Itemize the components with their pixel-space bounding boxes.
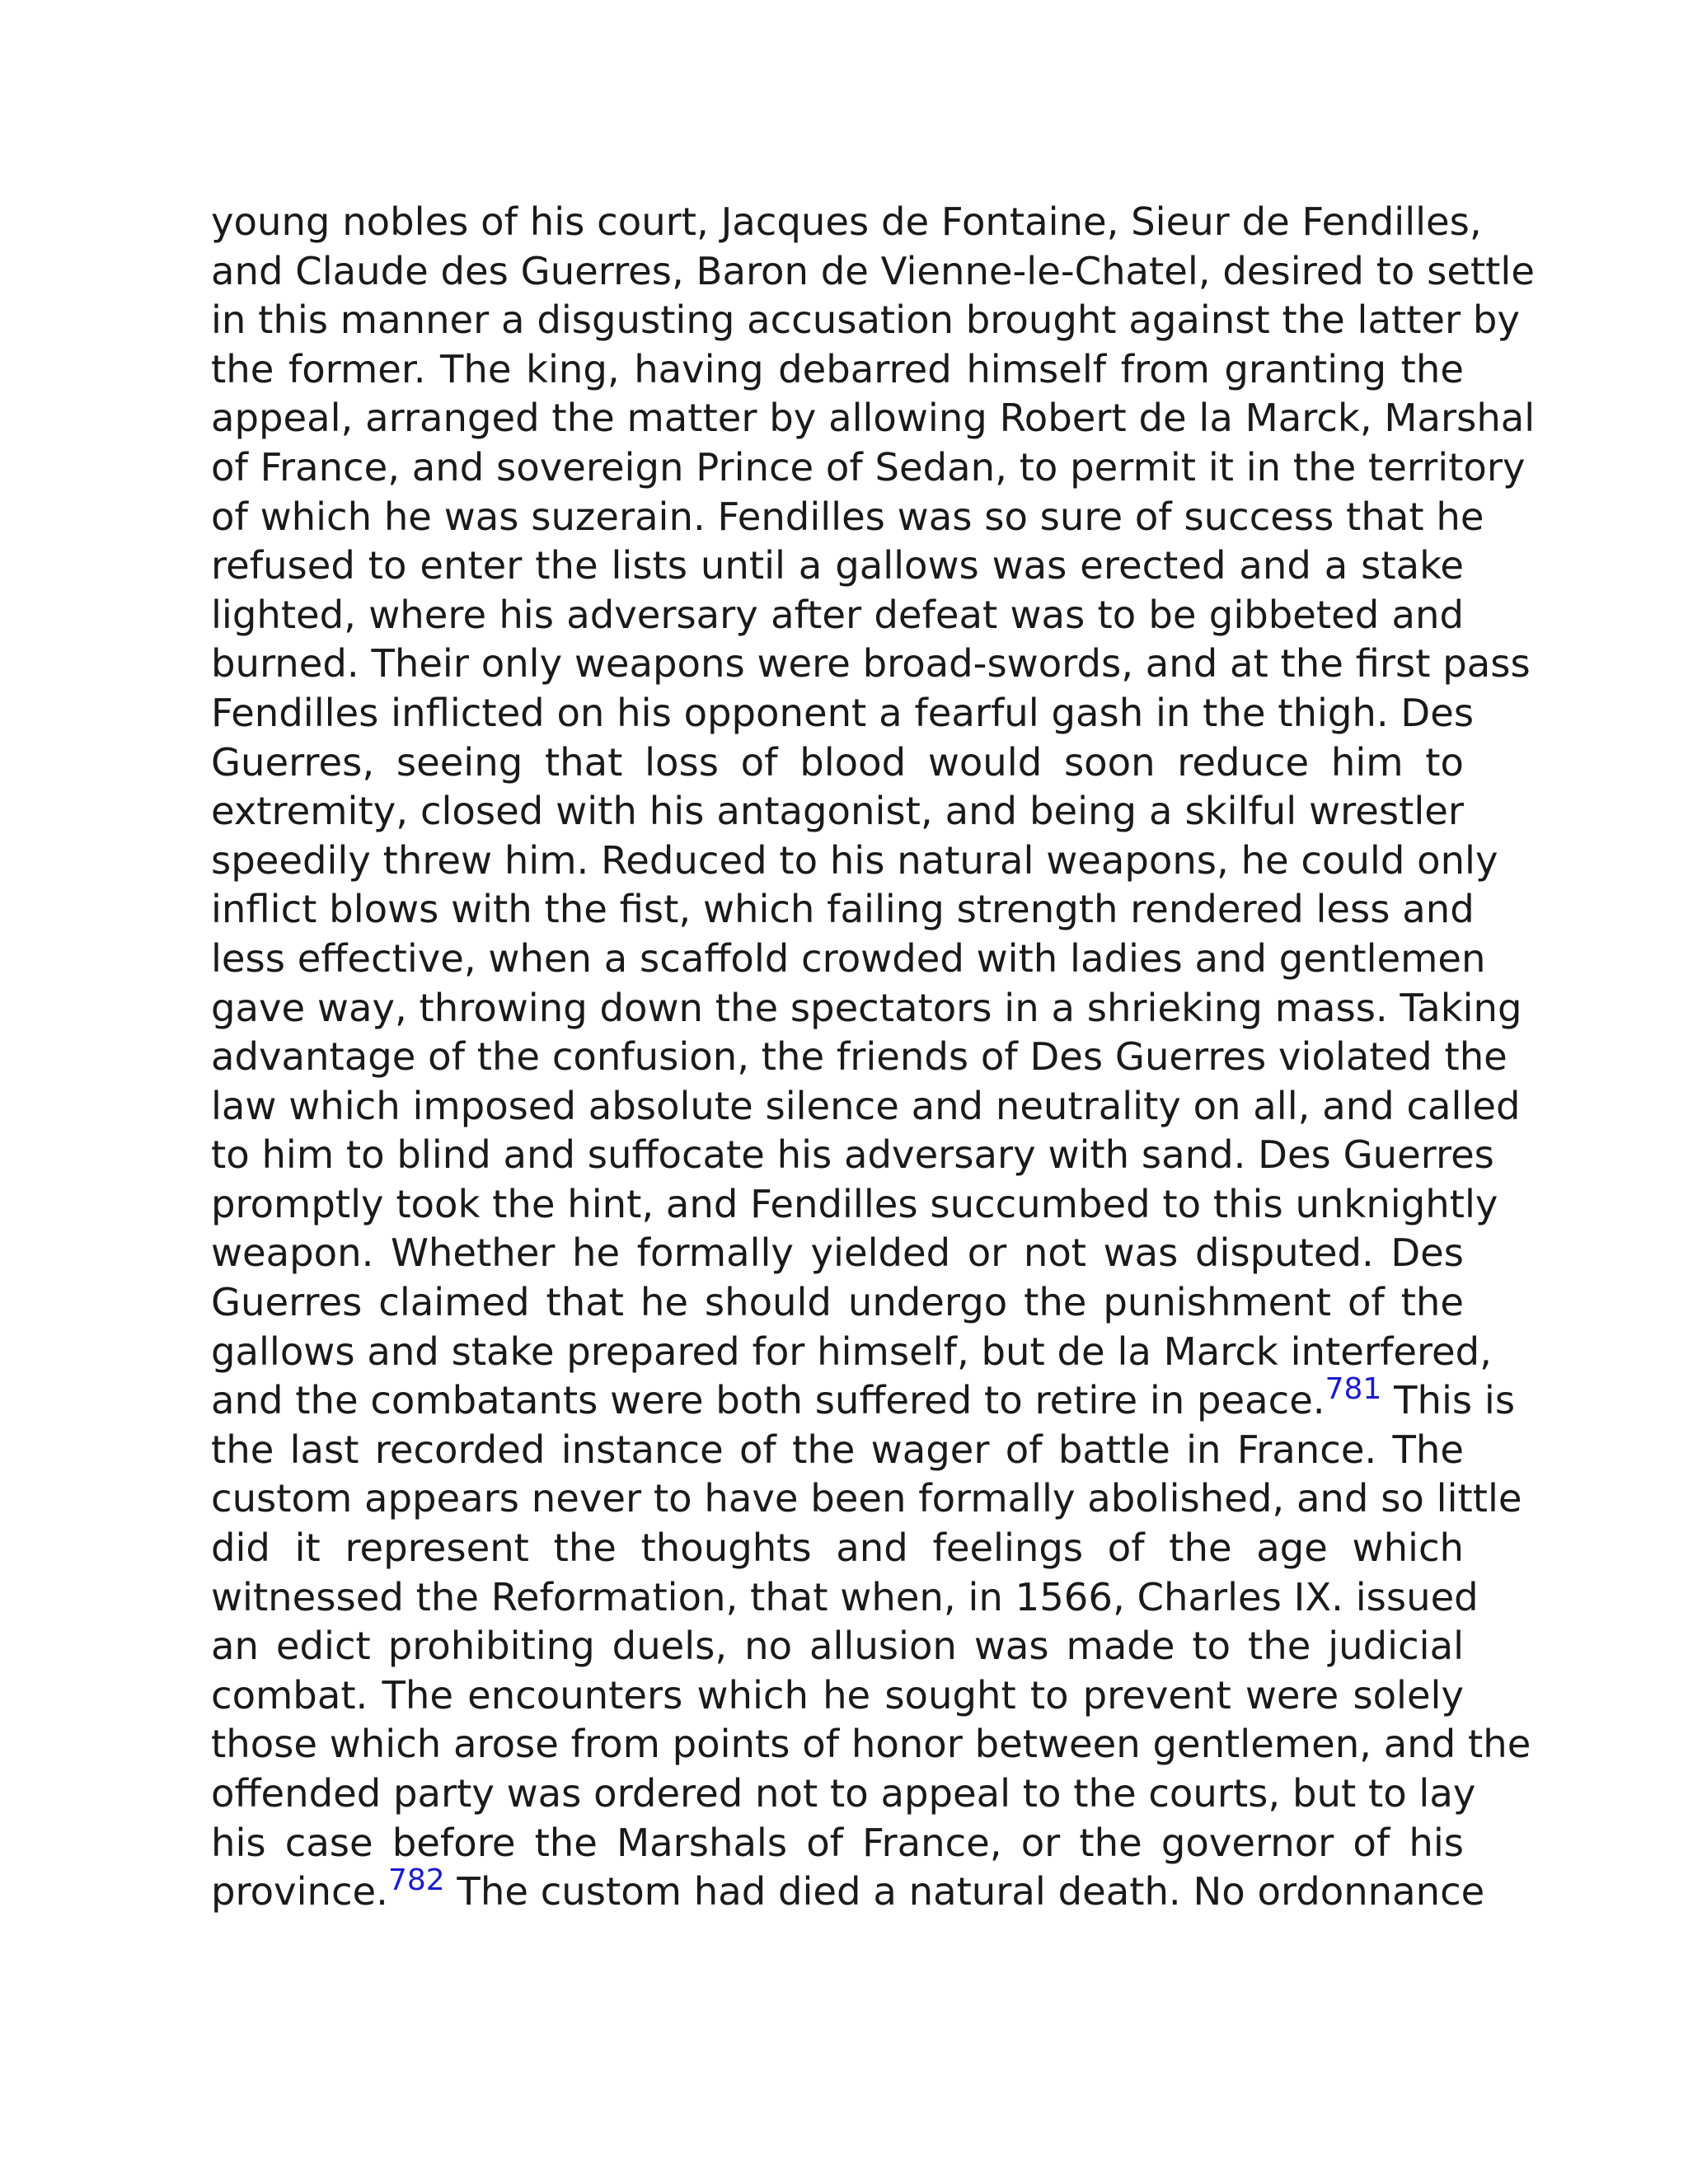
text-line: gave way, throwing down the spectators in a shrieking mass. Taking [211,985,1522,1030]
text-line: in this manner a disgusting accusation brought against the latter by [211,298,1520,343]
text-line: custom appears never to have been formally abolished, and so little [211,1476,1522,1521]
text-line: burned. Their only weapons were broad-swords, and at the first pass [211,641,1531,687]
text-line: appeal, arranged the matter by allowing Robert de la Marck, Marshal [211,396,1536,441]
text-line: refused to enter the lists until a gallows was erected and a stake [211,543,1464,588]
text-line: advantage of the confusion, the friends of Des Guerres violated the [211,1034,1507,1080]
text-segment: province. [211,1869,388,1915]
text-line: weapon. Whether he formally yielded or not was disputed. Des [211,1230,1464,1276]
text-line: law which imposed absolute silence and neutrality on all, and called [211,1083,1521,1128]
text-segment: and the combatants were both suffered to retire in peace. [211,1378,1325,1423]
body-text [211,198,1536,1917]
text-line: an edict prohibiting duels, no allusion was made to the judicial [211,1624,1464,1669]
text-line: young nobles of his court, Jacques de Fontaine, Sieur de Fendilles, [211,199,1482,244]
text-line: his case before the Marshals of France, or the governor of his [211,1820,1464,1865]
text-line: offended party was ordered not to appeal to the courts, but to lay [211,1771,1476,1816]
footnote-link-782[interactable]: 782 [387,1863,445,1898]
text-line: the last recorded instance of the wager of battle in France. The [211,1427,1464,1472]
text-line-with-footnote [211,1372,1516,1426]
text-line: of which he was suzerain. Fendilles was so sure of success that he [211,494,1484,539]
text-line: speedily threw him. Reduced to his natural weapons, he could only [211,837,1498,883]
text-line: inflict blows with the fist, which failing strength rendered less and [211,887,1475,932]
text-line: witnessed the Reformation, that when, in 1566, Charles IX. issued [211,1574,1479,1619]
text-line: less effective, when a scaffold crowded with ladies and gentlemen [211,935,1486,981]
text-line: Fendilles inflicted on his opponent a fearful gash in the thigh. Des [211,690,1475,735]
text-line: of France, and sovereign Prince of Sedan, to permit it in the territory [211,444,1526,490]
text-line: did it represent the thoughts and feelings of the age which [211,1526,1464,1571]
text-line: Guerres, seeing that loss of blood would soon reduce him to [211,739,1464,785]
text-segment: This is [1381,1378,1516,1423]
text-line: promptly took the hint, and Fendilles succumbed to this unknightly [211,1181,1498,1226]
text-line: combat. The encounters which he sought to prevent were solely [211,1672,1464,1718]
text-line: lighted, where his adversary after defeat was to be gibbeted and [211,592,1464,637]
footnote-link-781[interactable]: 781 [1325,1372,1382,1407]
text-line: to him to blind and suffocate his adversary with sand. Des Guerres [211,1132,1494,1178]
text-line: and Claude des Guerres, Baron de Vienne-le-Chatel, desired to settle [211,248,1535,293]
text-segment: The custom had died a natural death. No ordonnance [444,1869,1485,1915]
text-line: the former. The king, having debarred himself from granting the [211,346,1464,391]
text-line: extremity, closed with his antagonist, and being a skilful wrestler [211,789,1464,834]
text-line-with-footnote [211,1863,1485,1917]
text-line: Guerres claimed that he should undergo the punishment of the [211,1280,1464,1325]
text-line: gallows and stake prepared for himself, but de la Marck interfered, [211,1329,1492,1374]
text-line: those which arose from points of honor between gentlemen, and the [211,1722,1531,1767]
